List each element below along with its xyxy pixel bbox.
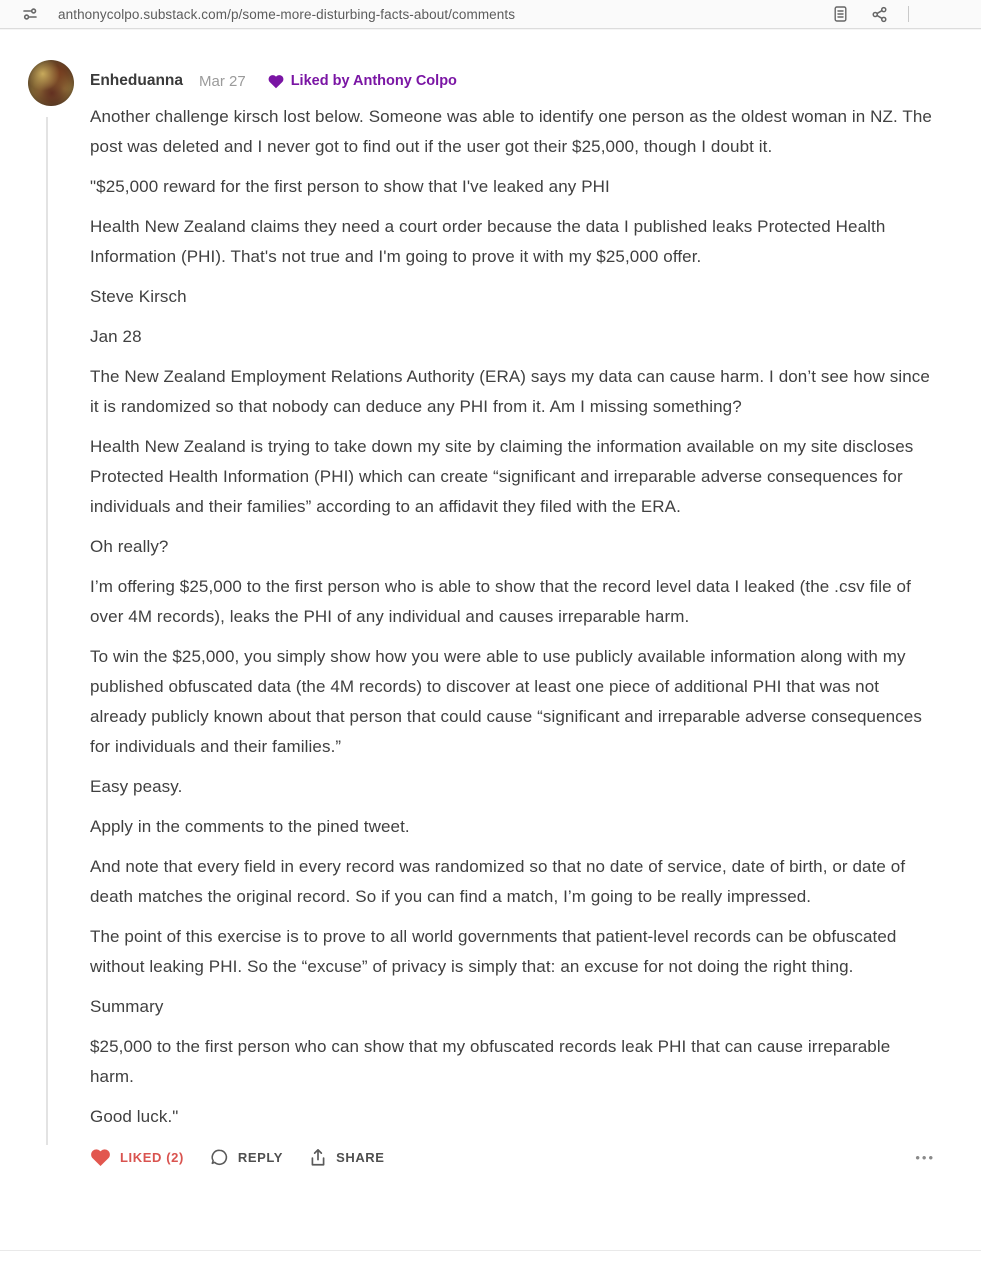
- browser-url-bar: [0, 0, 981, 29]
- comment-paragraph: Easy peasy.: [90, 777, 183, 796]
- comment-paragraph: To win the $25,000, you simply show how you were able to use publicly available information along with my published obfuscated data (the 4M records) to discover at least one piece of additional PHI that was not already publicly known about that person that could cause “significant and irreparable adverse consequences for individuals and their families.”: [90, 647, 922, 756]
- toolbar-divider: [908, 6, 909, 22]
- purple-heart-icon: [268, 74, 284, 89]
- site-settings-icon[interactable]: [22, 6, 38, 22]
- share-upload-icon: [309, 1148, 327, 1167]
- share-page-icon[interactable]: [871, 6, 888, 23]
- reply-button[interactable]: [210, 1148, 283, 1167]
- comment-header: [90, 69, 935, 93]
- reply-bubble-icon: [210, 1148, 229, 1167]
- like-button-label: LIKED (2): [120, 1150, 184, 1165]
- comment-paragraph: Another challenge kirsch lost below. Someone was able to identify one person as the oldest woman in NZ. The post was deleted and I never got to find out if the user got their $25,000, though I doubt it.: [90, 107, 932, 156]
- more-options-button[interactable]: •••: [915, 1150, 935, 1165]
- liked-by-badge: [268, 73, 457, 89]
- comment-paragraph: "$25,000 reward for the first person to show that I've leaked any PHI: [90, 177, 610, 196]
- reply-button-label: REPLY: [237, 1150, 284, 1165]
- thread-collapse-line[interactable]: [46, 117, 48, 1145]
- share-button[interactable]: [309, 1148, 385, 1167]
- comment-paragraph: I’m offering $25,000 to the first person who is able to show that the record level data I leaked (the .csv file of over 4M records), leaks the PHI of any individual and causes irreparable harm.: [90, 577, 911, 626]
- avatar[interactable]: [28, 60, 74, 106]
- bottom-divider: [0, 1250, 981, 1251]
- comment-paragraph: Good luck.": [90, 1107, 179, 1126]
- comment-paragraph: Health New Zealand claims they need a court order because the data I published leaks Protected Health Information (PHI). That's not true and I'm going to prove it with my $25,000 offer.: [90, 217, 886, 266]
- comment-paragraph: The New Zealand Employment Relations Authority (ERA) says my data can cause harm. I don’t see how since it is randomized so that nobody can deduce any PHI from it. Am I missing something?: [90, 367, 930, 416]
- red-heart-icon: [90, 1148, 111, 1167]
- comment-body: [90, 102, 935, 1132]
- comment-paragraph: The point of this exercise is to prove to all world governments that patient-level records can be obfuscated without leaking PHI. So the “excuse” of privacy is simply that: an excuse for not doing the right thing.: [90, 927, 897, 976]
- comment-paragraph: Health New Zealand is trying to take down my site by claiming the information available on my site discloses Protected Health Information (PHI) which can create “significant and irreparable adverse consequences for individuals and their families” according to an affidavit they filed with the ERA.: [90, 437, 914, 516]
- comment-paragraph: Steve Kirsch: [90, 287, 187, 306]
- like-button[interactable]: [90, 1148, 184, 1167]
- address-bar-url[interactable]: anthonycolpo.substack.com/p/some-more-disturbing-facts-about/comments: [58, 6, 516, 22]
- comment-actions-row: [90, 1148, 935, 1167]
- comment-paragraph: Jan 28: [90, 327, 142, 346]
- comment-date[interactable]: Mar 27: [199, 72, 246, 90]
- author-name[interactable]: Enheduanna: [90, 72, 184, 89]
- comment-paragraph: Summary: [90, 997, 164, 1016]
- reader-mode-icon[interactable]: [832, 5, 849, 23]
- comment-paragraph: Oh really?: [90, 537, 169, 556]
- share-button-label: SHARE: [336, 1150, 385, 1165]
- comment-paragraph: $25,000 to the first person who can show that my obfuscated records leak PHI that can cause irreparable harm.: [90, 1037, 891, 1086]
- comment-paragraph: And note that every field in every record was randomized so that no date of service, date of birth, or date of death matches the original record. So if you can find a match, I’m going to be really impressed.: [90, 857, 906, 906]
- comment-thread: [0, 29, 981, 1167]
- comment-paragraph: Apply in the comments to the pined tweet.: [90, 817, 410, 836]
- liked-by-label: Liked by Anthony Colpo: [290, 73, 457, 89]
